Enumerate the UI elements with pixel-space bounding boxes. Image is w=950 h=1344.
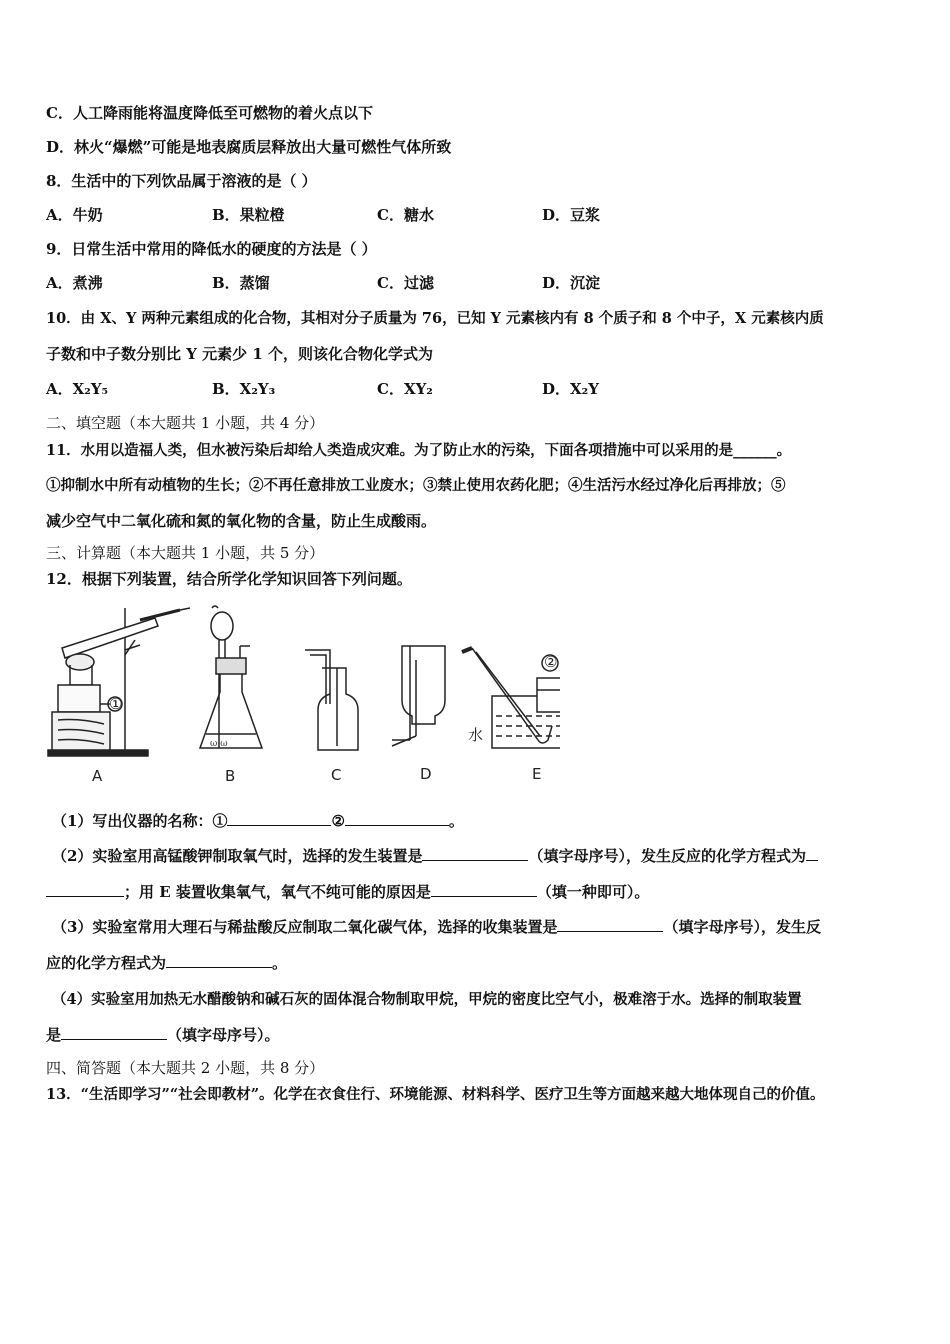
q12-part3-text-b: （填字母序号），发生反 (663, 918, 821, 936)
q12-part3-text-c: 应的化学方程式为 (46, 954, 167, 972)
marker-1-label: ① (109, 695, 123, 713)
q12-part4-text: 是 (46, 1026, 62, 1044)
q12-part2-line2 (46, 881, 649, 902)
q8-stem: 8．生活中的下列饮品属于溶液的是（ ） (46, 172, 317, 190)
q7-option-c: C．人工降雨能将温度降低至可燃物的着火点以下 (46, 104, 373, 122)
apparatus-c (305, 650, 358, 750)
answer-blank[interactable] (227, 811, 331, 826)
q9-option-d: D．沉淀 (542, 274, 601, 292)
q12-stem: 12．根据下列装置，结合所学化学知识回答下列问题。 (46, 570, 412, 588)
q10-option-d: D．X₂Y (542, 380, 599, 398)
answer-blank[interactable] (431, 882, 537, 897)
label-d: D (420, 765, 432, 783)
answer-blank[interactable] (345, 811, 449, 826)
answer-blank[interactable] (166, 953, 272, 968)
apparatus-b (200, 606, 262, 749)
apparatus-d (392, 646, 445, 746)
q10-stem-line2: 子数和中子数分别比 Y 元素少 1 个，则该化合物化学式为 (46, 345, 434, 363)
apparatus-a (48, 608, 190, 756)
q10-stem-line1: 10．由 X、Y 两种元素组成的化合物，其相对分子质量为 76，已知 Y 元素核内有 8 个质子和 8 个中子，X 元素核内质 (46, 310, 824, 327)
q9-option-a: A．煮沸 (46, 274, 103, 292)
q9-option-b: B．蒸馏 (212, 274, 270, 292)
q10-option-a: A．X₂Y₅ (46, 380, 109, 398)
q12-part2-text: （2）实验室用高锰酸钾制取氧气时，选择的发生装置是 (52, 847, 423, 865)
q12-part2-line1 (52, 845, 818, 866)
q12-part2-text-b: （填字母序号），发生反应的化学方程式为 (528, 847, 806, 865)
q12-part2-text-d: （填一种即可）。 (536, 883, 650, 901)
q8-option-d: D．豆浆 (542, 206, 601, 224)
q12-part3-end: 。 (272, 954, 288, 972)
q12-part4-text-c: （填字母序号）。 (167, 1026, 280, 1044)
q11-stem: 11．水用以造福人类，但水被污染后却给人类造成灾难。为了防止水的污染，下面各项措施中可以采用的是______。 (46, 442, 792, 459)
answer-blank[interactable] (557, 917, 663, 932)
answer-blank[interactable] (806, 846, 818, 861)
label-a: A (92, 767, 103, 785)
q12-part2-text-c: ；用 E 装置收集氧气，氧气不纯可能的原因是 (124, 883, 431, 901)
q13-stem: 13．“生活即学习”“社会即教材”。化学在衣食住行、环境能源、材料科学、医疗卫生等方面越来越大地体现自己的价值。 (46, 1086, 825, 1103)
q11-items: ①抑制水中所有动植物的生长；②不再任意排放工业废水；③禁止使用农药化肥；④生活污水经过净化后再排放；⑤ (46, 477, 786, 494)
q12-part1-text: （1）写出仪器的名称：① (52, 812, 228, 830)
q12-part3-line1 (52, 916, 821, 937)
label-c: C (331, 766, 342, 784)
q12-part3-line2 (46, 952, 287, 973)
answer-blank[interactable] (61, 1025, 167, 1040)
q12-part3-text: （3）实验室常用大理石与稀盐酸反应制取二氧化碳气体，选择的收集装置是 (52, 918, 558, 936)
q10-option-c: C．XY₂ (377, 380, 433, 398)
q7-option-d: D．林火“爆燃”可能是地表腐质层释放出大量可燃性气体所致 (46, 138, 452, 156)
answer-blank[interactable] (46, 882, 124, 897)
q8-option-c: C．糖水 (377, 206, 434, 224)
section-4-heading: 四、简答题（本大题共 2 小题，共 8 分） (46, 1059, 325, 1077)
q8-option-b: B．果粒橙 (212, 206, 285, 224)
q9-option-c: C．过滤 (377, 274, 434, 292)
q12-part1 (52, 810, 464, 831)
q9-stem: 9．日常生活中常用的降低水的硬度的方法是（ ） (46, 240, 377, 258)
svg-text:ω ω: ω ω (210, 739, 228, 749)
label-e: E (532, 765, 542, 783)
q11-items-cont: 减少空气中二氧化硫和氮的氧化物的含量，防止生成酸雨。 (46, 512, 437, 530)
apparatus-figure (40, 600, 560, 790)
marker-2-label: ② (544, 653, 558, 671)
label-b: B (225, 767, 236, 785)
q12-part1-end: 。 (448, 812, 464, 830)
answer-blank[interactable] (422, 846, 528, 861)
q12-part4-line2 (46, 1024, 280, 1045)
q10-option-b: B．X₂Y₃ (212, 380, 276, 398)
section-3-heading: 三、计算题（本大题共 1 小题，共 5 分） (46, 544, 325, 562)
water-label: 水 (468, 726, 484, 744)
q12-part1-marker2: ② (331, 812, 345, 830)
q8-option-a: A．牛奶 (46, 206, 103, 224)
section-2-heading: 二、填空题（本大题共 1 小题，共 4 分） (46, 414, 325, 432)
q12-part4-line1: （4）实验室用加热无水醋酸钠和碱石灰的固体混合物制取甲烷，甲烷的密度比空气小，极难溶于水。选择的制取装置 (52, 991, 802, 1008)
